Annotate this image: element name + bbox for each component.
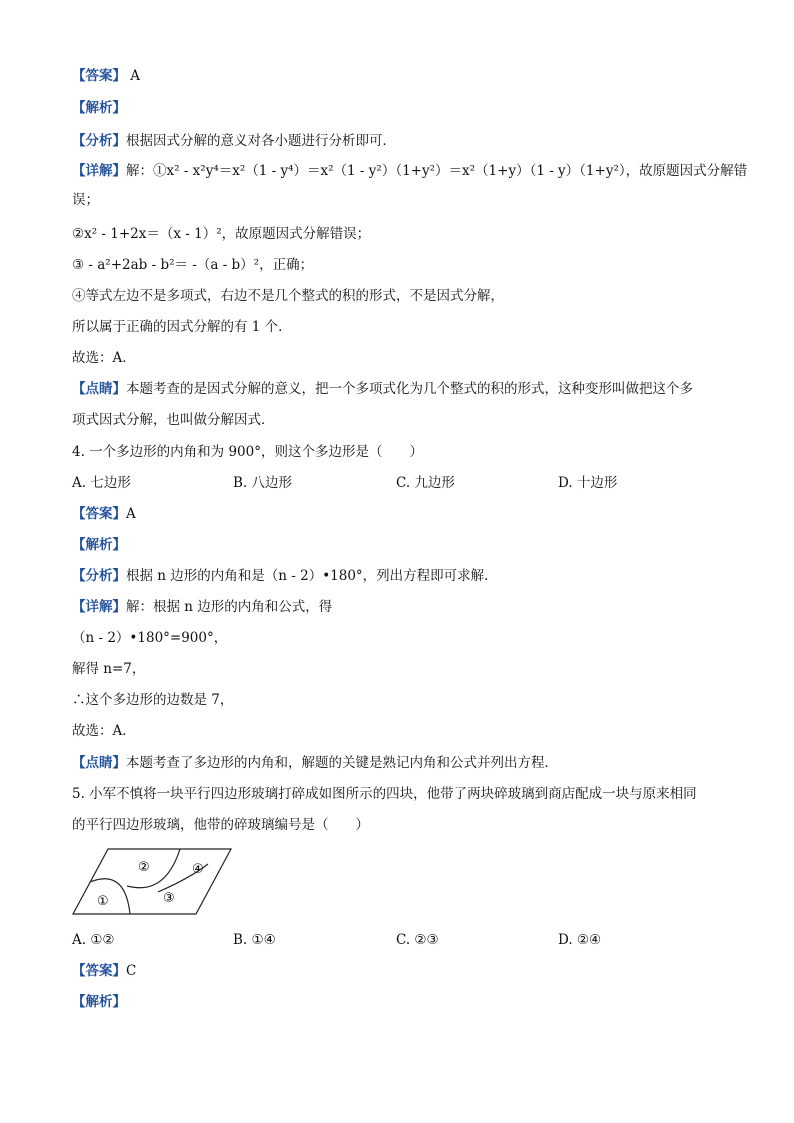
q4-answer: 【答案】A: [72, 506, 136, 522]
q4-option-d: D. 十边形: [558, 475, 618, 491]
q4-fenxi: 【分析】根据 n 边形的内角和是（n - 2）•180°，列出方程即可求解．: [72, 568, 498, 584]
q3-detail-cont: 误；: [72, 192, 99, 208]
crack-line-1: [90, 879, 130, 914]
q4-option-c: C. 九边形: [396, 475, 455, 491]
q4-solve: 解得 n=7，: [72, 661, 146, 677]
q3-analysis-heading: 【解析】: [72, 100, 126, 116]
q5-option-d: D. ②④: [558, 932, 602, 948]
q4-detail: 【详解】解：根据 n 边形的内角和公式，得: [72, 599, 333, 615]
piece-label-4: ④: [192, 862, 204, 877]
answer-tag: 【答案】: [72, 68, 126, 84]
q5-stem: 5. 小军不慎将一块平行四边形玻璃打碎成如图所示的四块，他带了两块碎玻璃到商店配成一块与原来相同: [72, 786, 697, 802]
q5-option-b: B. ①④: [233, 932, 276, 948]
q4-dianjing: 【点睛】本题考查了多边形的内角和，解题的关键是熟记内角和公式并列出方程．: [72, 755, 558, 771]
q4-option-b: B. 八边形: [233, 475, 293, 491]
broken-parallelogram-figure: [70, 846, 234, 918]
q4-analysis-heading: 【解析】: [72, 537, 126, 553]
q5-option-c: C. ②③: [396, 932, 439, 948]
q4-therefore: ∴这个多边形的边数是 7，: [72, 692, 234, 708]
piece-label-1: ①: [97, 894, 109, 909]
piece-label-3: ③: [163, 891, 175, 906]
q3-choose: 故选：A．: [72, 350, 136, 366]
q5-stem-cont: 的平行四边形玻璃，他带的碎玻璃编号是（ ）: [72, 817, 369, 833]
q3-dianjing: 【点睛】本题考查的是因式分解的意义，把一个多项式化为几个整式的积的形式，这种变形叫做把这个多: [72, 381, 693, 397]
q4-stem: 4. 一个多边形的内角和为 900°，则这个多边形是（ ）: [72, 444, 423, 460]
q3-step-3: ③ - a²+2ab - b²＝ -（a - b）²，正确；: [72, 257, 314, 273]
q4-option-a: A. 七边形: [72, 475, 131, 491]
q5-answer: 【答案】C: [72, 963, 137, 979]
q3-detail: 【详解】解：①x² - x²y⁴＝x²（1 - y⁴）＝x²（1 - y²）（1+y²）＝x²（1+y）（1 - y）（1+y²），故原题因式分解错: [72, 163, 748, 179]
crack-line-2: [127, 849, 180, 888]
q5-option-a: A. ①②: [72, 932, 115, 948]
q4-equation: （n - 2）•180°=900°，: [72, 630, 228, 646]
q3-step-4: ④等式左边不是多项式，右边不是几个整式的积的形式，不是因式分解，: [72, 288, 504, 304]
q5-analysis-heading: 【解析】: [72, 994, 126, 1010]
q4-choose: 故选：A．: [72, 723, 136, 739]
q3-fenxi: 【分析】根据因式分解的意义对各小题进行分析即可．: [72, 133, 396, 149]
q3-answer: 【答案】 A: [72, 68, 141, 84]
q3-step-2: ②x² - 1+2x＝（x - 1）²，故原题因式分解错误；: [72, 226, 371, 242]
q3-conclusion: 所以属于正确的因式分解的有 1 个．: [72, 319, 292, 335]
q3-dianjing-cont: 项式因式分解，也叫做分解因式．: [72, 412, 275, 428]
piece-label-2: ②: [138, 860, 150, 875]
